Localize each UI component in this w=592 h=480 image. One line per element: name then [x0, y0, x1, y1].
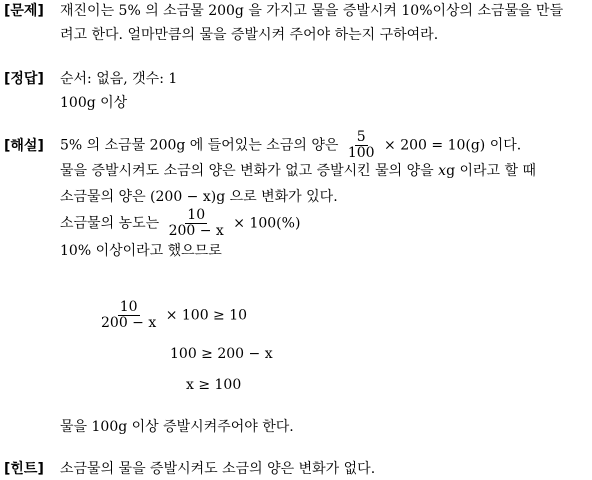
fraction-10-over-200-minus-x [167, 208, 226, 239]
fraction-denominator: 200 − x [168, 223, 224, 239]
solution-line4-post: × 100(%) [233, 215, 301, 232]
solution-line1 [60, 130, 521, 161]
solution-line4-pre: 소금물의 농도는 [60, 215, 160, 232]
fraction-numerator: 5 [356, 129, 366, 145]
solution-label: [해설] [4, 138, 44, 154]
fraction-10-over-200-minus-x [99, 300, 158, 331]
problem-label: [문제] [4, 3, 44, 19]
hint-label: [힌트] [4, 461, 44, 477]
problem-text-line1: 재진이는 5% 의 소금물 200g 을 가지고 물을 증발시켜 10%이상의 소금물을 만들 [60, 3, 564, 19]
inequality-1 [96, 300, 247, 331]
solution-line6: 물을 100g 이상 증발시켜주어야 한다. [60, 419, 294, 435]
solution-line1-post: × 200 = 10(g) 이다. [384, 137, 522, 154]
solution-line2-post: g 이라고 할 때 [446, 163, 536, 179]
solution-line5: 10% 이상이라고 했으므로 [60, 243, 222, 259]
fraction-denominator: 200 − x [101, 315, 157, 331]
fraction-numerator: 10 [187, 207, 206, 223]
solution-line2-pre: 물을 증발시켜도 소금의 양은 변화가 없고 증발시킨 물의 양을 [60, 163, 434, 179]
answer-label: [정답] [4, 71, 44, 87]
inequality-2: 100 ≥ 200 − x [170, 346, 273, 362]
hint-text: 소금물의 물을 증발시켜도 소금의 양은 변화가 없다. [60, 461, 376, 477]
solution-line2 [60, 162, 536, 180]
solution-line3: 소금물의 양은 (200 − x)g 으로 변화가 있다. [60, 189, 338, 205]
problem-text-line2: 려고 한다. 얼마만큼의 물을 증발시켜 주어야 하는지 구하여라. [60, 27, 439, 43]
variable-x: x [438, 163, 447, 179]
answer-order-count: 순서: 없음, 갯수: 1 [60, 71, 178, 87]
fraction-numerator: 10 [119, 299, 138, 315]
answer-value: 100g 이상 [60, 95, 128, 111]
solution-line4 [60, 208, 300, 239]
inequality-1-rhs: × 100 ≥ 10 [165, 307, 248, 324]
inequality-3: x ≥ 100 [186, 377, 242, 393]
solution-line1-pre: 5% 의 소금물 200g 에 들어있는 소금의 양은 [60, 137, 339, 154]
fraction-5-over-100 [346, 130, 377, 161]
fraction-denominator: 100 [347, 145, 375, 161]
